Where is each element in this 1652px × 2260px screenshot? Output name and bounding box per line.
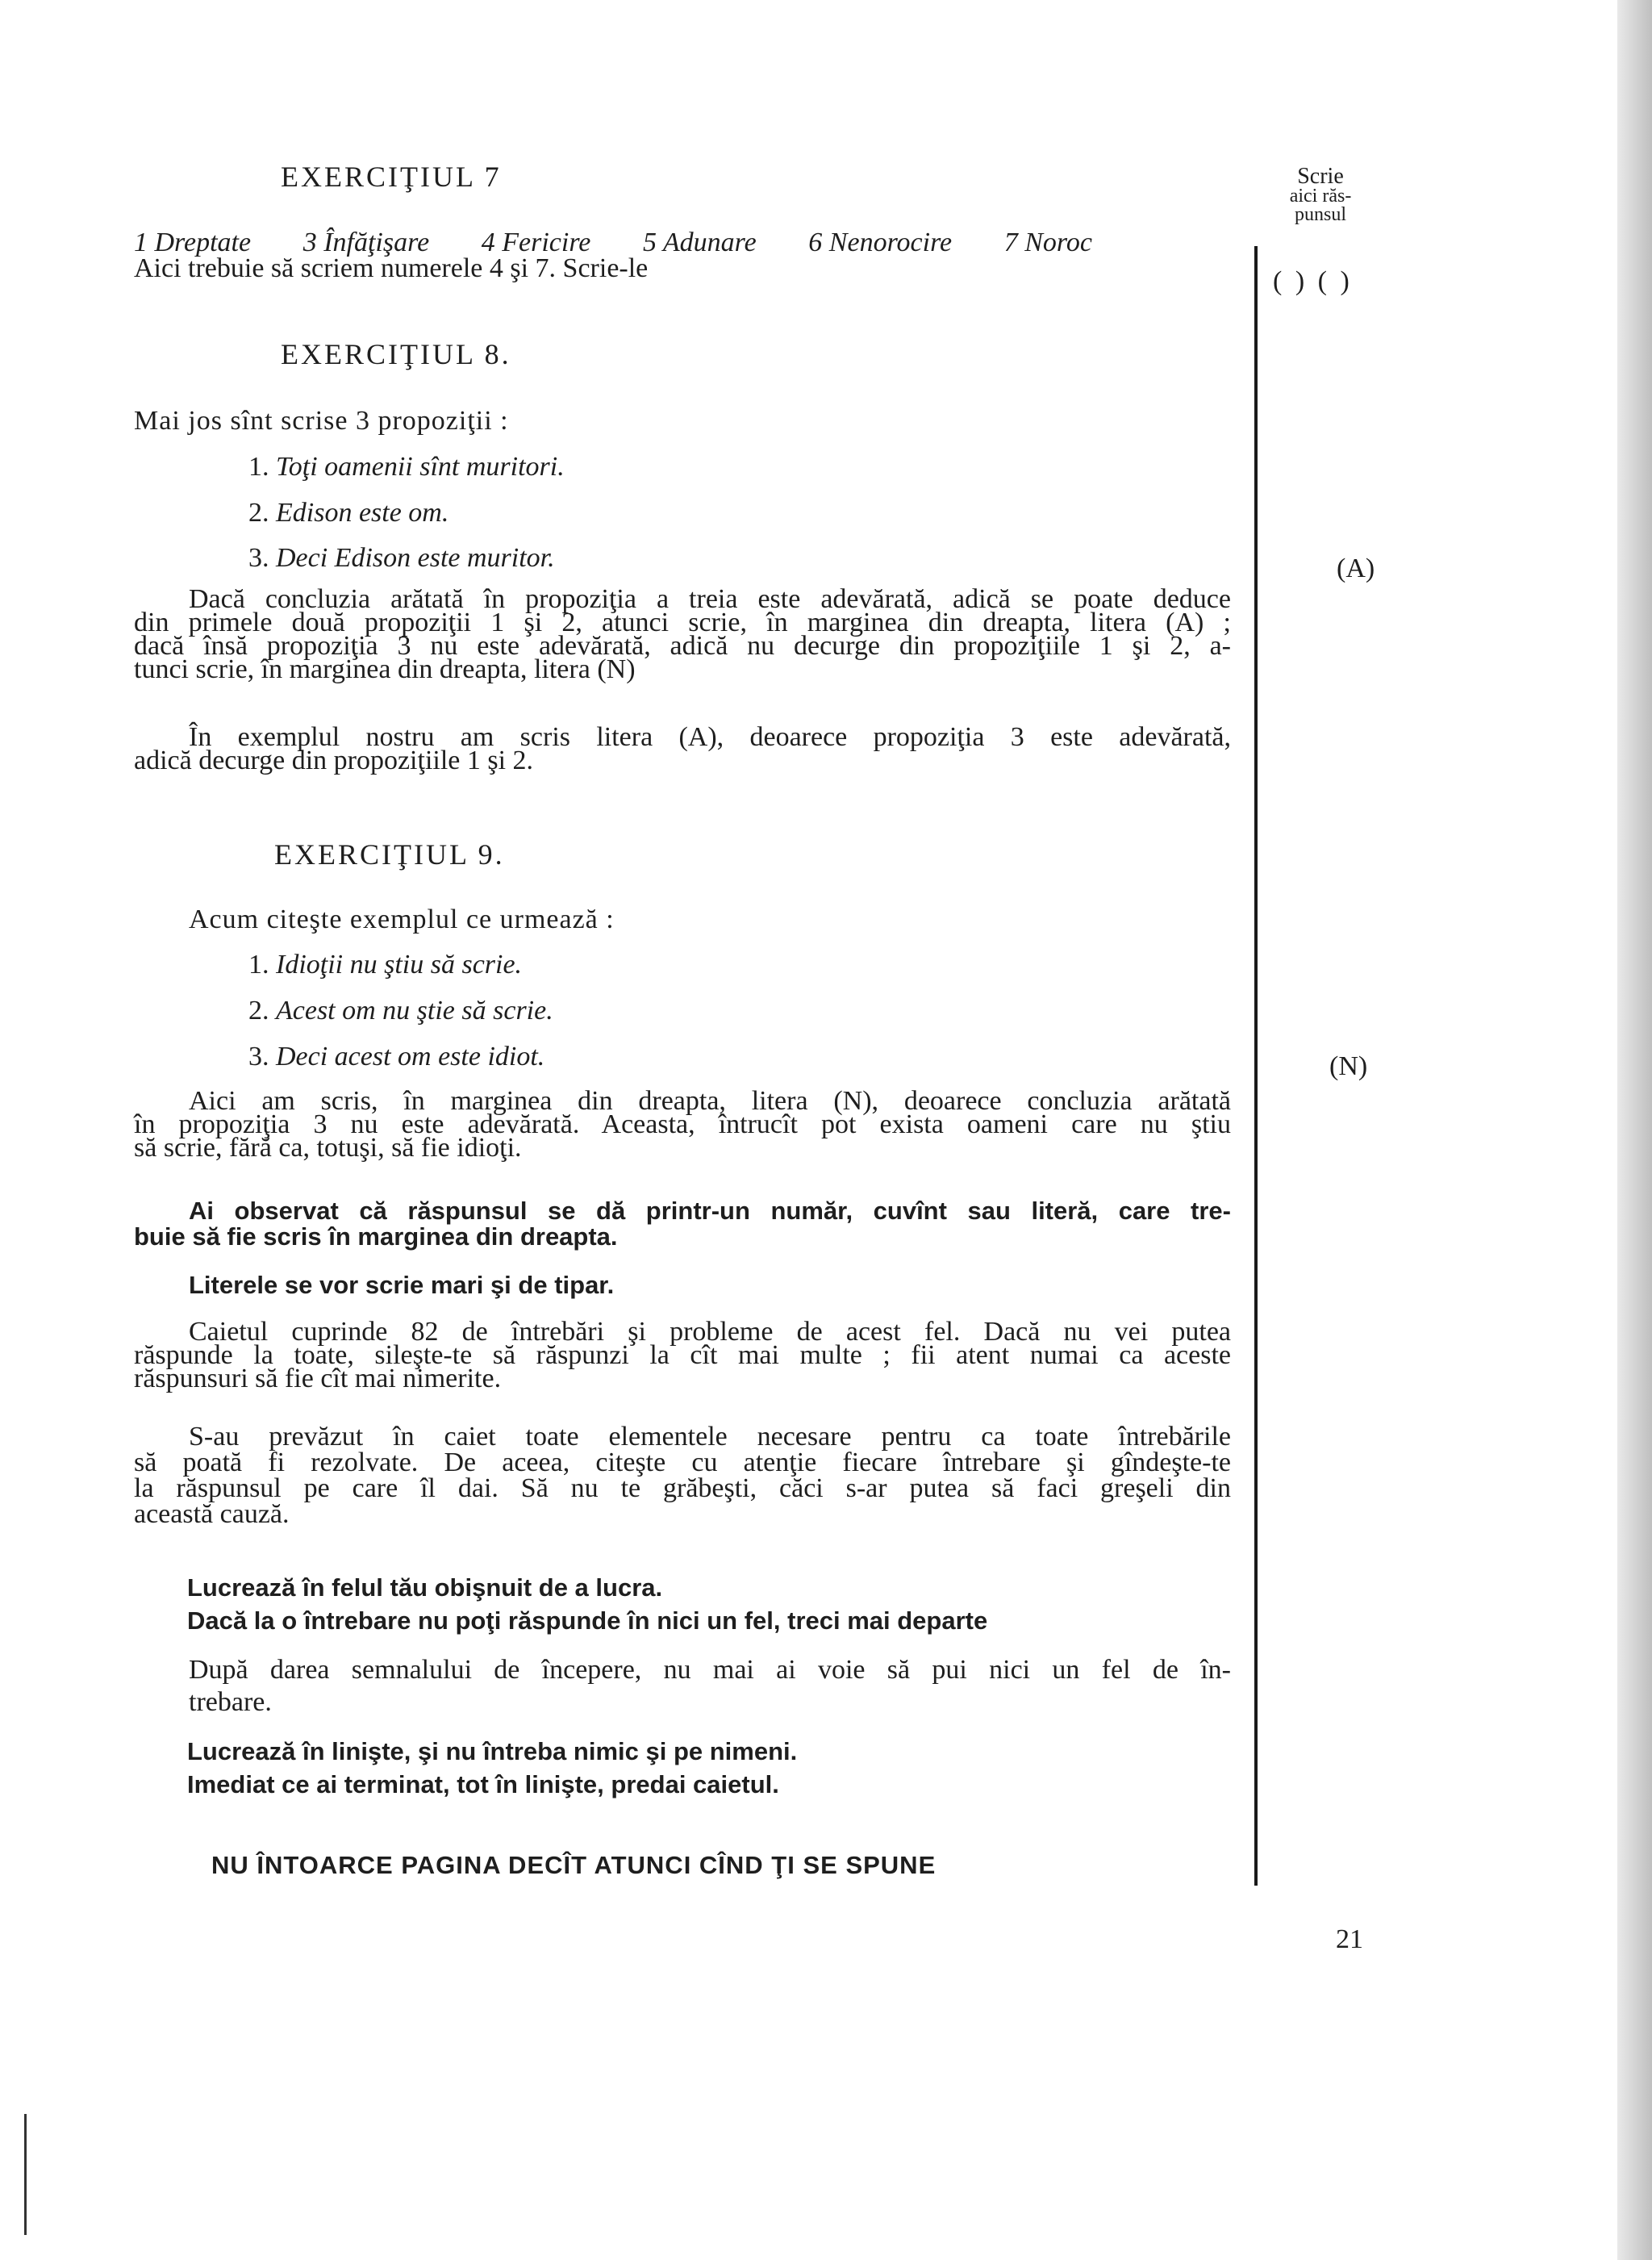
ex9-proposition-2 — [248, 996, 553, 1026]
ex9-intro: Acum citeşte exemplul ce urmează : — [189, 904, 615, 934]
paragraph-line: Caietul cuprinde 82 de întrebări şi probleme de acest fel. Dacă nu vei putea — [189, 1317, 1231, 1347]
proposition-text: Idioţii nu ştiu să scrie. — [276, 950, 523, 980]
paragraph-line: la răspunsul pe care îl dai. Să nu te grăbeşti, căci s-ar putea să faci greşeli din — [134, 1473, 1231, 1503]
paragraph-line: Aici am scris, în marginea din dreapta, litera (N), deoarece concluzia arătată — [189, 1086, 1231, 1116]
proposition-number: 2. — [248, 498, 269, 528]
proposition-text: Deci Edison este muritor. — [276, 543, 555, 573]
paragraph-line: adică decurge din propoziţiile 1 şi 2. — [134, 746, 534, 775]
proposition-number: 1. — [248, 452, 269, 482]
proposition-number: 2. — [248, 996, 269, 1026]
paragraph-line: trebare. — [189, 1687, 272, 1717]
footer-warning: NU ÎNTOARCE PAGINA DECÎT ATUNCI CÎND ŢI SE SPUNE — [211, 1851, 937, 1879]
instruction-work-quietly: Lucrează în linişte, şi nu întreba nimic şi pe nimeni. — [187, 1737, 798, 1765]
paragraph-line: răspunsuri să fie cît mai nimerite. — [134, 1364, 502, 1393]
paragraph-line: această cauză. — [134, 1499, 290, 1529]
margin-divider — [1254, 246, 1258, 1886]
scan-edge-mark — [24, 2114, 27, 2235]
paragraph-line: din primele două propoziţii 1 şi 2, atunci scrie, în marginea din dreapta, litera (A) ; — [134, 608, 1231, 637]
ex7-item: 6 Nenorocire — [808, 228, 953, 257]
ex8-proposition-1 — [248, 452, 565, 482]
answer-slot-ex8[interactable]: (A) — [1337, 554, 1375, 583]
margin-header — [1284, 166, 1357, 224]
margin-header-line3: punsul — [1294, 204, 1346, 225]
page-number: 21 — [1336, 1924, 1363, 1954]
margin-header-line2: aici răs- — [1289, 186, 1352, 207]
ex7-title: EXERCIŢIUL 7 — [281, 161, 502, 193]
paragraph-line: răspunde la toate, sileşte-te să răspunzi la cît mai multe ; fii atent numai ca aceste — [134, 1340, 1231, 1370]
ex7-item: 5 Adunare — [642, 228, 757, 257]
paragraph-semnal — [134, 1654, 1231, 1719]
paragraph-line: După darea semnalului de începere, nu mai ai voie să pui nici un fel de în- — [189, 1655, 1231, 1685]
proposition-text: Toţi oamenii sînt muritori. — [276, 452, 565, 482]
proposition-text: Edison este om. — [276, 498, 449, 528]
ex9-proposition-3 — [248, 1042, 544, 1072]
proposition-text: Acest om nu ştie să scrie. — [276, 996, 553, 1026]
ex8-intro: Mai jos sînt scrise 3 propoziţii : — [134, 406, 509, 436]
paragraph-line: buie să fie scris în marginea din dreapta. — [134, 1222, 618, 1251]
page-edge-shadow — [1617, 0, 1652, 2260]
ex8-proposition-3 — [248, 543, 555, 574]
proposition-number: 3. — [248, 543, 269, 573]
ex7-item: 1 Dreptate — [134, 228, 252, 257]
instruction-work-normally: Lucrează în felul tău obişnuit de a lucra. — [187, 1573, 663, 1602]
paragraph-line: să poată fi rezolvate. De aceea, citeşte cu atenţie fiecare întrebare şi gîndeşte-te — [134, 1447, 1231, 1477]
paragraph-line: dacă însă propoziţia 3 nu este adevărată, adică nu decurge din propoziţiile 1 şi 2, a- — [134, 631, 1231, 661]
paragraph-line: în propoziţia 3 nu este adevărată. Aceasta, întrucît pot exista oameni care nu ştiu — [134, 1109, 1231, 1139]
instruction-capital-letters: Literele se vor scrie mari şi de tipar. — [189, 1271, 615, 1299]
instruction-answer-location — [134, 1198, 1231, 1250]
paragraph-line: S-au prevăzut în caiet toate elementele necesare pentru ca toate întrebările — [189, 1422, 1231, 1452]
ex7-item: 3 Înfăţişare — [302, 228, 430, 257]
ex8-example-note — [134, 722, 1231, 775]
paragraph-prevazut — [134, 1424, 1231, 1527]
answer-slot-ex9[interactable]: (N) — [1329, 1051, 1368, 1081]
ex9-explanation — [134, 1086, 1231, 1163]
ex8-title: EXERCIŢIUL 8. — [281, 338, 511, 370]
ex7-item: 7 Noroc — [1003, 228, 1092, 257]
instruction-hand-in: Imediat ce ai terminat, tot în linişte, predai caietul. — [187, 1770, 779, 1798]
paragraph-line: Ai observat că răspunsul se dă printr-un număr, cuvînt sau literă, care tre- — [189, 1197, 1231, 1225]
instruction-skip-question: Dacă la o întrebare nu poţi răspunde în nici un fel, treci mai departe — [187, 1606, 988, 1635]
proposition-text: Deci acest om este idiot. — [276, 1042, 545, 1072]
margin-header-line1: Scrie — [1297, 164, 1344, 189]
ex9-proposition-1 — [248, 950, 522, 980]
paragraph-line: Dacă concluzia arătată în propoziţia a treia este adevărată, adică se poate deduce — [189, 584, 1231, 614]
paragraph-line: În exemplul nostru am scris litera (A), deoarece propoziţia 3 este adevărată, — [189, 722, 1231, 752]
answer-slot-ex7[interactable]: ( ) ( ) — [1273, 266, 1350, 296]
paragraph-caiet — [134, 1317, 1231, 1393]
proposition-number: 3. — [248, 1042, 269, 1072]
paragraph-line: să scrie, fără ca, totuşi, să fie idioţi. — [134, 1133, 522, 1163]
paragraph-line: tunci scrie, în marginea din dreapta, litera (N) — [134, 654, 636, 684]
ex7-item: 4 Fericire — [481, 228, 591, 257]
ex8-proposition-2 — [248, 498, 448, 528]
ex9-title: EXERCIŢIUL 9. — [274, 838, 505, 871]
ex7-instruction: Aici trebuie să scriem numerele 4 şi 7. Scrie-le — [134, 253, 649, 283]
proposition-number: 1. — [248, 950, 269, 980]
ex8-explanation — [134, 584, 1231, 684]
